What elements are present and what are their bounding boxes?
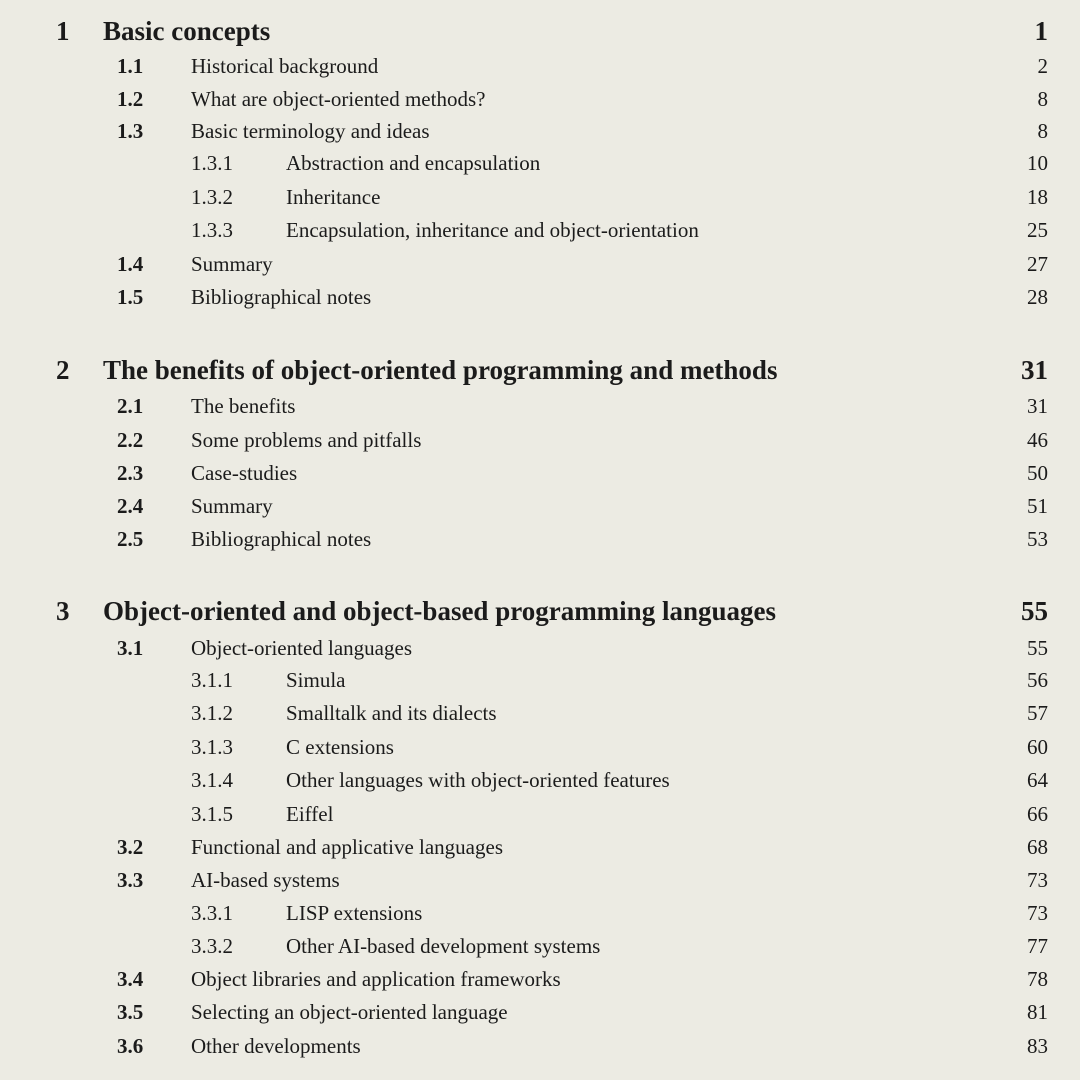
toc-entry xyxy=(0,835,1080,865)
toc-entry xyxy=(0,461,1080,491)
chapter-number: 2 xyxy=(56,355,70,385)
subsection-page: 25 xyxy=(1027,218,1048,242)
subsection-page: 56 xyxy=(1027,668,1048,692)
chapter-title: Object-oriented and object-based programming languages xyxy=(103,596,776,626)
subsection-title: Other languages with object-oriented features xyxy=(286,768,670,792)
subsection-title: Simula xyxy=(286,668,346,692)
toc-entry xyxy=(0,54,1080,84)
chapter-title: Basic concepts xyxy=(103,16,271,46)
section-number: 2.2 xyxy=(117,428,144,452)
section-page: 51 xyxy=(1027,494,1048,518)
subsection-page: 73 xyxy=(1027,901,1048,925)
toc-entry xyxy=(0,701,1080,731)
section-number: 3.1 xyxy=(117,636,144,660)
section-page: 73 xyxy=(1027,868,1048,892)
toc-entry xyxy=(0,87,1080,117)
subsection-number: 3.1.3 xyxy=(191,735,233,759)
chapter-heading xyxy=(0,16,1080,46)
section-page: 2 xyxy=(1037,54,1048,78)
section-page: 78 xyxy=(1027,967,1048,991)
section-title: Summary xyxy=(191,494,273,518)
toc-entry xyxy=(0,527,1080,557)
subsection-number: 3.1.2 xyxy=(191,701,233,725)
subsection-title: Smalltalk and its dialects xyxy=(286,701,497,725)
toc-entry xyxy=(0,735,1080,765)
toc-entry xyxy=(0,218,1080,248)
section-number: 1.3 xyxy=(117,119,144,143)
section-page: 53 xyxy=(1027,527,1048,551)
section-page: 28 xyxy=(1027,285,1048,309)
subsection-page: 64 xyxy=(1027,768,1048,792)
subsection-page: 57 xyxy=(1027,701,1048,725)
chapter-number: 3 xyxy=(56,596,70,626)
toc-entry xyxy=(0,768,1080,798)
subsection-number: 1.3.2 xyxy=(191,185,233,209)
subsection-page: 60 xyxy=(1027,735,1048,759)
section-number: 1.4 xyxy=(117,252,144,276)
section-page: 68 xyxy=(1027,835,1048,859)
subsection-number: 3.1.1 xyxy=(191,668,233,692)
section-title: Bibliographical notes xyxy=(191,285,372,309)
section-title: Functional and applicative languages xyxy=(191,835,503,859)
section-number: 1.5 xyxy=(117,285,144,309)
chapter-heading xyxy=(0,596,1080,626)
subsection-title: Inheritance xyxy=(286,185,381,209)
toc-entry xyxy=(0,151,1080,181)
section-title: Selecting an object-oriented language xyxy=(191,1000,508,1024)
chapter-page: 1 xyxy=(1034,16,1048,46)
chapter-number: 1 xyxy=(56,16,70,46)
subsection-title: Eiffel xyxy=(286,802,334,826)
toc-entry xyxy=(0,285,1080,315)
section-title: The benefits xyxy=(191,394,296,418)
toc-entry xyxy=(0,934,1080,964)
section-page: 8 xyxy=(1037,87,1048,111)
chapter-page: 55 xyxy=(1021,596,1048,626)
subsection-page: 77 xyxy=(1027,934,1048,958)
section-title: Object-oriented languages xyxy=(191,636,412,660)
chapter-heading xyxy=(0,355,1080,385)
subsection-number: 3.3.1 xyxy=(191,901,233,925)
section-page: 27 xyxy=(1027,252,1048,276)
section-number: 3.2 xyxy=(117,835,144,859)
subsection-title: Encapsulation, inheritance and object-orientation xyxy=(286,218,699,242)
subsection-number: 3.3.2 xyxy=(191,934,233,958)
section-title: Historical background xyxy=(191,54,379,78)
toc-entry xyxy=(0,636,1080,666)
section-title: AI-based systems xyxy=(191,868,340,892)
section-title: Bibliographical notes xyxy=(191,527,372,551)
section-number: 1.1 xyxy=(117,54,144,78)
chapter-page: 31 xyxy=(1021,355,1048,385)
toc-entry xyxy=(0,428,1080,458)
subsection-title: LISP extensions xyxy=(286,901,423,925)
section-title: What are object-oriented methods? xyxy=(191,87,486,111)
section-page: 8 xyxy=(1037,119,1048,143)
section-number: 3.3 xyxy=(117,868,144,892)
subsection-title: Other AI-based development systems xyxy=(286,934,601,958)
section-page: 81 xyxy=(1027,1000,1048,1024)
chapter-title: The benefits of object-oriented programming and methods xyxy=(103,355,778,385)
section-page: 83 xyxy=(1027,1034,1048,1058)
toc-entry xyxy=(0,394,1080,424)
section-number: 3.4 xyxy=(117,967,144,991)
section-page: 31 xyxy=(1027,394,1048,418)
toc-entry xyxy=(0,252,1080,282)
section-number: 2.1 xyxy=(117,394,144,418)
section-number: 3.6 xyxy=(117,1034,144,1058)
section-title: Object libraries and application frameworks xyxy=(191,967,561,991)
toc-entry xyxy=(0,967,1080,997)
section-title: Other developments xyxy=(191,1034,361,1058)
section-title: Summary xyxy=(191,252,273,276)
toc-entry xyxy=(0,868,1080,898)
section-number: 3.5 xyxy=(117,1000,144,1024)
subsection-number: 1.3.3 xyxy=(191,218,233,242)
subsection-number: 3.1.5 xyxy=(191,802,233,826)
section-number: 2.5 xyxy=(117,527,144,551)
section-title: Basic terminology and ideas xyxy=(191,119,430,143)
section-title: Case-studies xyxy=(191,461,298,485)
section-number: 2.4 xyxy=(117,494,144,518)
toc-entry xyxy=(0,1000,1080,1030)
subsection-title: C extensions xyxy=(286,735,394,759)
section-page: 55 xyxy=(1027,636,1048,660)
subsection-number: 1.3.1 xyxy=(191,151,233,175)
section-title: Some problems and pitfalls xyxy=(191,428,422,452)
toc-entry xyxy=(0,668,1080,698)
subsection-page: 10 xyxy=(1027,151,1048,175)
toc-entry xyxy=(0,185,1080,215)
subsection-number: 3.1.4 xyxy=(191,768,233,792)
subsection-page: 66 xyxy=(1027,802,1048,826)
toc-entry xyxy=(0,802,1080,832)
toc-entry xyxy=(0,1034,1080,1064)
section-page: 46 xyxy=(1027,428,1048,452)
toc-entry xyxy=(0,494,1080,524)
toc-entry xyxy=(0,901,1080,931)
subsection-page: 18 xyxy=(1027,185,1048,209)
section-number: 2.3 xyxy=(117,461,144,485)
toc-entry xyxy=(0,119,1080,149)
section-number: 1.2 xyxy=(117,87,144,111)
section-page: 50 xyxy=(1027,461,1048,485)
subsection-title: Abstraction and encapsulation xyxy=(286,151,541,175)
